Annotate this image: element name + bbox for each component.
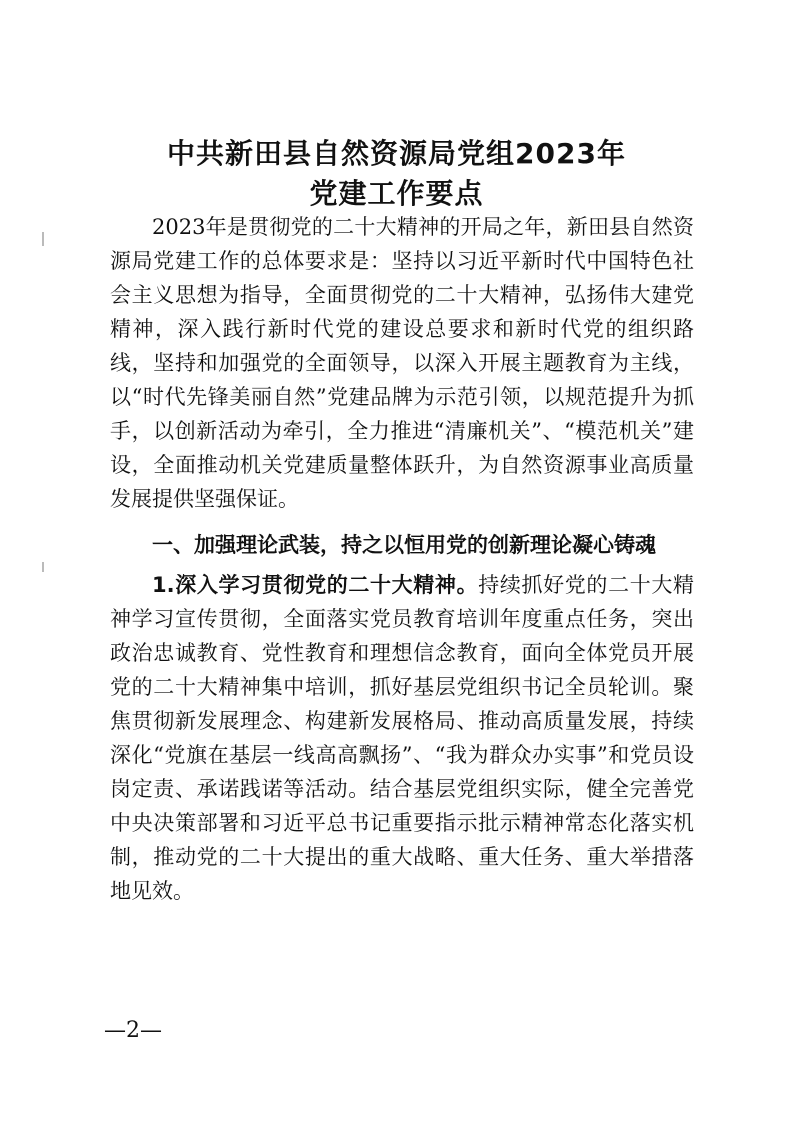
scan-mark: [42, 562, 44, 572]
document-title-line-1: 中共新田县自然资源局党组2023年: [167, 137, 626, 170]
scan-mark: [42, 232, 44, 246]
item-1-text: 持续抓好党的二十大精神学习宣传贯彻，全面落实党员教育培训年度重点任务，突出政治忠诚教育、党性教育和理想信念教育，面向全体党员开展党的二十大精神集中培训，抓好基层党组织书记全员轮训。聚焦贯彻新发展理念、构建新发展格局、推动高质量发展，持续深化“党旗在基层一线高高飘扬”、“我为群众办实事”和党员设岗定责、承诺践诺等活动。结合基层党组织实际，健全完善党中央决策部署和习近平总书记重要指示批示精神常态化落实机制，推动党的二十大提出的重大战略、重大任务、重大举措落地见效。: [110, 573, 694, 903]
page-number: —2—: [104, 1018, 162, 1043]
item-1-lead: 1.深入学习贯彻党的二十大精神。: [152, 573, 479, 597]
document-title-line-2: 党建工作要点: [309, 177, 484, 210]
document-body: [110, 210, 694, 908]
section-1-heading: 一、加强理论武装，持之以恒用党的创新理论凝心铸魂: [152, 533, 656, 557]
item-1-paragraph: [110, 568, 694, 908]
intro-paragraph: 2023年是贯彻党的二十大精神的开局之年，新田县自然资源局党建工作的总体要求是：坚持以习近平新时代中国特色社会主义思想为指导，全面贯彻党的二十大精神，弘扬伟大建党精神，深入践行新时代党的建设总要求和新时代党的组织路线，坚持和加强党的全面领导，以深入开展主题教育为主线，以“时代先锋美丽自然”党建品牌为示范引领，以规范提升为抓手，以创新活动为牵引，全力推进“清廉机关”、“模范机关”建设，全面推动机关党建质量整体跃升，为自然资源事业高质量发展提供坚强保证。: [110, 215, 694, 511]
